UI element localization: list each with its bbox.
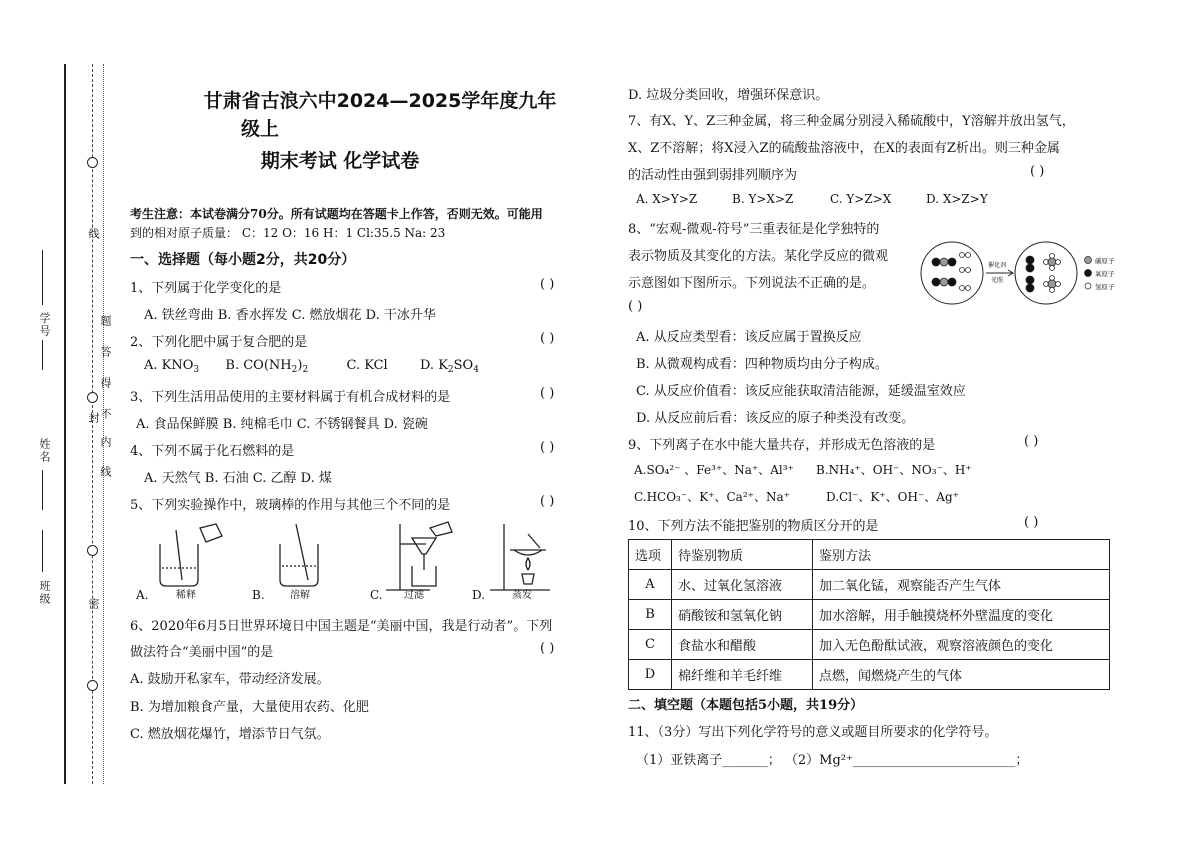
legend-hydrogen: 氢原子 — [1095, 283, 1115, 291]
q3-options: A. 食品保鲜膜 B. 纯棉毛巾 C. 不锈钢餐具 D. 瓷碗 — [136, 417, 428, 432]
q6-option-b: B. 为增加粮食产量，大量使用农药、化肥 — [130, 700, 369, 715]
binding-line-outer — [64, 64, 66, 784]
table-row — [629, 570, 1110, 600]
exam-title-line3: 期末考试 化学试卷 — [260, 150, 420, 172]
q7-stem-line2: X、Z不溶解；将X浸入Z的硫酸盐溶液中，在X的表面有Z析出。则三种金属 — [628, 141, 1060, 156]
q5-fig-d-letter: D. — [472, 588, 486, 602]
binding-line-inner — [103, 64, 104, 784]
section1-heading: 一、选择题（每小题2分，共20分） — [130, 252, 356, 268]
table-cell-method: 加二氧化锰，观察能否产生气体 — [813, 570, 1110, 600]
q6-option-d: D. 垃圾分类回收，增强环保意识。 — [628, 88, 829, 103]
q5-fig-a-letter: A. — [136, 588, 149, 602]
seal-char: 封 — [87, 412, 100, 425]
q1-stem: 1、下列属于化学变化的是 — [130, 281, 282, 296]
binding-hole — [87, 392, 98, 403]
q9-option-d: D.Cl⁻、K⁺、OH⁻、Ag⁺ — [826, 490, 959, 504]
q5-fig-c-letter: C. — [370, 588, 383, 602]
q6-answer-paren: ( ) — [540, 641, 555, 656]
q9-answer-paren: ( ) — [1024, 434, 1039, 449]
seal-char: 线 — [99, 466, 112, 479]
q1-answer-paren: ( ) — [540, 277, 555, 292]
table-cell-option: A — [629, 570, 672, 600]
q2-option-d: D. K — [419, 358, 448, 373]
label-student-id: 学号 — [38, 312, 51, 338]
table-row — [629, 600, 1110, 630]
q5-answer-paren: ( ) — [540, 494, 555, 509]
notice-line2: 到的相对原子质量： C：12 O：16 H：1 Cl:35.5 Na: 23 — [130, 226, 446, 240]
table-header-cell: 鉴别方法 — [813, 540, 1110, 570]
q6-stem-line2: 做法符合“美丽中国”的是 — [130, 645, 274, 660]
q7-stem-line3: 的活动性由强到弱排列顺序为 — [628, 168, 798, 183]
q5-fig-b-caption: 溶解 — [290, 590, 310, 601]
table-cell-option: C — [629, 630, 672, 660]
q7-answer-paren: ( ) — [1030, 164, 1045, 179]
binding-hole — [87, 157, 98, 168]
table-header-cell: 待鉴别物质 — [672, 540, 813, 570]
seal-char: 密 — [87, 598, 100, 611]
q2-option-a: A. KNO — [144, 358, 194, 373]
catalyst-label: 催化剂 — [988, 262, 1007, 269]
table-cell-substances: 水、过氧化氢溶液 — [672, 570, 813, 600]
q8-stem-line2: 表示物质及其变化的方法。某化学反应的微观 — [628, 249, 889, 264]
seal-char: 题 — [99, 315, 112, 328]
q10-answer-paren: ( ) — [1024, 515, 1039, 530]
q5-fig-b-letter: B. — [252, 588, 265, 602]
q7-option-c: C. Y>Z>X — [830, 192, 892, 206]
label-name: 姓名 — [38, 438, 51, 464]
table-cell-option: D — [629, 660, 672, 690]
seal-char: 不 — [99, 408, 112, 421]
q3-answer-paren: ( ) — [540, 386, 555, 401]
table-row — [629, 660, 1110, 690]
q5-stem: 5、下列实验操作中，玻璃棒的作用与其他三个不同的是 — [130, 498, 451, 513]
q8-option-c: C. 从反应价值看：该反应能获取清洁能源，延缓温室效应 — [636, 384, 966, 399]
q4-answer-paren: ( ) — [540, 440, 555, 455]
label-class: 班级 — [38, 580, 51, 606]
q1-options: A. 铁丝弯曲 B. 香水挥发 C. 燃放烟花 D. 干冰升华 — [144, 308, 436, 323]
seal-char: 答 — [99, 346, 112, 359]
table-row — [629, 630, 1110, 660]
q6-option-c: C. 燃放烟花爆竹，增添节日气氛。 — [130, 727, 330, 742]
name-blank — [42, 470, 43, 510]
q5-fig-a-caption: 稀释 — [176, 590, 196, 601]
binding-hole — [87, 680, 98, 691]
q9-option-b: B.NH₄⁺、OH⁻、NO₃⁻、H⁺ — [816, 463, 972, 477]
q11-stem: 11、（3分）写出下列化学符号的意义或题目所要求的化学符号。 — [628, 725, 998, 740]
q6-stem-line1: 6、2020年6月5日世界环境日中国主题是“美丽中国，我是行动者”。下列 — [130, 619, 553, 634]
q8-micro-diagram — [918, 240, 1128, 306]
legend-carbon: 碳原子 — [1095, 257, 1115, 265]
q5-fig-d-caption: 蒸发 — [512, 590, 532, 601]
table-cell-method: 加入无色酚酞试液，观察溶液颜色的变化 — [813, 630, 1110, 660]
q8-option-a: A. 从反应类型看：该反应属于置换反应 — [636, 330, 862, 345]
exam-title-line2: 级上 — [240, 118, 279, 140]
q2-option-c: C. KCl — [346, 358, 388, 373]
q8-option-b: B. 从微观构成看：四种物质均由分子构成。 — [636, 357, 888, 372]
table-cell-substances: 食盐水和醋酸 — [672, 630, 813, 660]
q8-option-d: D. 从反应前后看：该反应的原子种类没有改变。 — [636, 411, 915, 426]
seal-char: 线 — [87, 228, 100, 241]
q5-figures — [130, 520, 570, 604]
q5-fig-c-caption: 过滤 — [404, 590, 424, 601]
q2-stem: 2、下列化肥中属于复合肥的是 — [130, 335, 308, 350]
table-header-cell: 选项 — [629, 540, 672, 570]
legend-oxygen: 氧原子 — [1095, 270, 1115, 278]
q4-stem: 4、下列不属于化石燃料的是 — [130, 444, 295, 459]
light-label: 光照 — [991, 277, 1004, 284]
student-id-blank — [42, 250, 43, 305]
q2-answer-paren: ( ) — [540, 331, 555, 346]
q11-part1: （1）亚铁离子_______； （2）Mg²⁺_________________________； — [636, 753, 1029, 768]
table-cell-method: 加水溶解，用手触摸烧杯外壁温度的变化 — [813, 600, 1110, 630]
table-header-row — [629, 540, 1110, 570]
q8-stem-line3: 示意图如下图所示。下列说法不正确的是。 — [628, 276, 876, 291]
section2-heading: 二、填空题（本题包括5小题，共19分） — [628, 698, 864, 713]
table-cell-method: 点燃，闻燃烧产生的气体 — [813, 660, 1110, 690]
q9-stem: 9、下列离子在水中能大量共存，并形成无色溶液的是 — [628, 438, 936, 453]
lab-apparatus-illustration — [130, 520, 570, 604]
student-id-blank-2 — [42, 340, 43, 370]
q7-option-a: A. X>Y>Z — [636, 192, 698, 206]
seal-char: 内 — [99, 436, 112, 449]
exam-title-line1: 甘肃省古浪六中2024—2025学年度九年 — [203, 90, 557, 112]
class-blank — [42, 530, 43, 572]
q2-option-b: B. CO(NH — [225, 358, 292, 373]
q7-stem-line1: 7、有X、Y、Z三种金属，将三种金属分别浸入稀硫酸中，Y溶解并放出氢气， — [628, 114, 1075, 129]
notice-line1: 考生注意：本试卷满分70分。所有试题均在答题卡上作答，否则无效。可能用 — [130, 207, 543, 221]
table-cell-substances: 硝酸铵和氢氧化钠 — [672, 600, 813, 630]
seal-char: 得 — [99, 377, 112, 390]
q8-answer-paren: ( ) — [628, 299, 643, 314]
q4-options: A. 天然气 B. 石油 C. 乙醇 D. 煤 — [144, 471, 332, 486]
q9-option-c: C.HCO₃⁻、K⁺、Ca²⁺、Na⁺ — [634, 490, 790, 504]
q7-option-b: B. Y>X>Z — [732, 192, 794, 206]
q3-stem: 3、下列生活用品使用的主要材料属于有机合成材料的是 — [130, 390, 451, 405]
q7-option-d: D. X>Z>Y — [926, 192, 988, 206]
q10-stem: 10、下列方法不能把鉴别的物质区分开的是 — [628, 519, 879, 534]
q2-options: A. $KNO_3$ B. $CO(NH_2)_2$ C. KCl D. $K_2SO_4$ — [144, 358, 479, 375]
q6-option-a: A. 鼓励开私家车，带动经济发展。 — [130, 672, 330, 687]
q10-options-table — [628, 539, 1110, 690]
table-cell-substances: 棉纤维和羊毛纤维 — [672, 660, 813, 690]
reaction-particle-diagram — [918, 240, 1128, 306]
q8-stem-line1: 8、“宏观-微观-符号”三重表征是化学独特的 — [628, 222, 880, 237]
binding-hole — [87, 545, 98, 556]
table-cell-option: B — [629, 600, 672, 630]
q9-option-a: A.SO₄²⁻ 、Fe³⁺、Na⁺、Al³⁺ — [634, 463, 794, 477]
